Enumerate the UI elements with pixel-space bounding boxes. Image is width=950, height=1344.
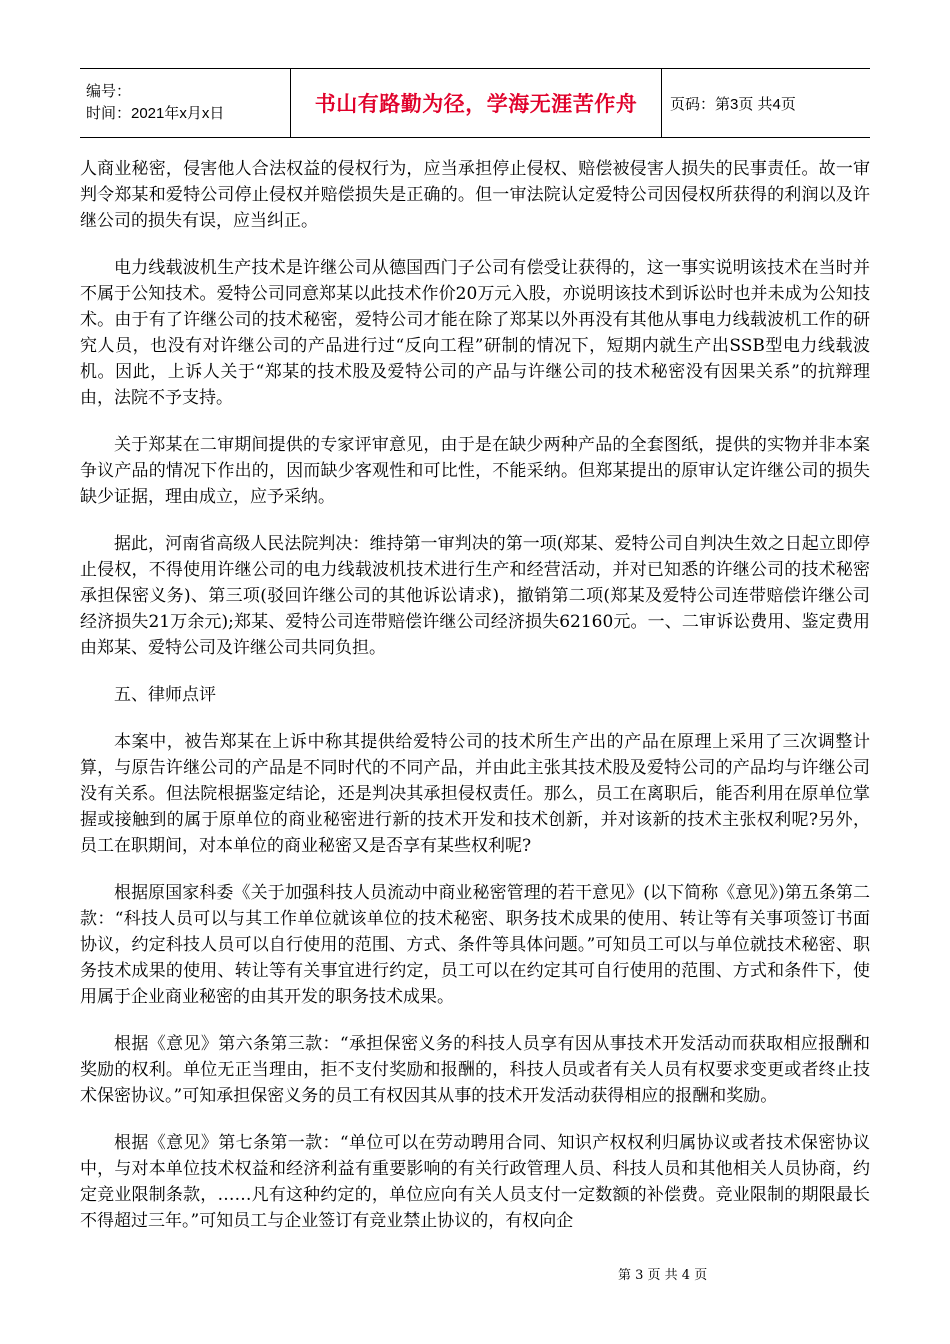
paragraph: 根据原国家科委《关于加强科技人员流动中商业秘密管理的若干意见》(以下简称《意见》)第五条第二款：“科技人员可以与其工作单位就该单位的技术秘密、职务技术成果的使用、转让等有关事项签订书面协议，约定科技人员可以自行使用的范围、方式、条件等具体问题。”可知员工可以与单位就技术秘密、职务技术成果的使用、转让等有关事宜进行约定，员工可以在约定其可自行使用的范围、方式和条件下，使用属于企业商业秘密的由其开发的职务技术成果。 — [80, 883, 870, 1007]
paragraph: 关于郑某在二审期间提供的专家评审意见，由于是在缺少两种产品的全套图纸，提供的实物并非本案争议产品的情况下作出的，因而缺少客观性和可比性，不能采纳。但郑某提出的原审认定许继公司的损失缺少证据，理由成立，应予采纳。 — [80, 435, 870, 507]
document-body — [80, 156, 870, 1255]
header-meta-cell — [80, 69, 290, 137]
paragraph: 根据《意见》第七条第一款：“单位可以在劳动聘用合同、知识产权权利归属协议或者技术保密协议中，与对本单位技术权益和经济利益有重要影响的有关行政管理人员、科技人员和其他相关人员协商，约定竞业限制条款，……凡有这种约定的，单位应向有关人员支付一定数额的补偿费。竞业限制的期限最长不得超过三年。”可知员工与企业签订有竞业禁止协议的，有权向企 — [80, 1133, 870, 1231]
paragraph: 据此，河南省高级人民法院判决：维持第一审判决的第一项(郑某、爱特公司自判决生效之日起立即停止侵权，不得使用许继公司的电力线载波机技术进行生产和经营活动，并对已知悉的许继公司的技术秘密承担保密义务)、第三项(驳回许继公司的其他诉讼请求)，撤销第二项(郑某及爱特公司连带赔偿许继公司经济损失21万余元);郑某、爱特公司连带赔偿许继公司经济损失62160元。一、二审诉讼费用、鉴定费用由郑某、爱特公司及许继公司共同负担。 — [80, 534, 870, 658]
paragraph: 人商业秘密，侵害他人合法权益的侵权行为，应当承担停止侵权、赔偿被侵害人损失的民事责任。故一审判令郑某和爱特公司停止侵权并赔偿损失是正确的。但一审法院认定爱特公司因侵权所获得的利润以及许继公司的损失有误，应当纠正。 — [80, 159, 870, 231]
header-page-cell — [662, 69, 870, 137]
header-page-info: 页码：第3页 共4页 — [670, 95, 796, 113]
paragraph: 本案中，被告郑某在上诉中称其提供给爱特公司的技术所生产出的产品在原理上采用了三次调整计算，与原告许继公司的产品是不同时代的不同产品，并由此主张其技术股及爱特公司的产品均与许继公司没有关系。但法院根据鉴定结论，还是判决其承担侵权责任。那么，员工在离职后，能否利用在原单位掌握或接触到的属于原单位的商业秘密进行新的技术开发和技术创新，并对该新的技术主张权利呢?另外，员工在职期间，对本单位的商业秘密又是否享有某些权利呢? — [80, 732, 870, 856]
paragraph: 电力线载波机生产技术是许继公司从德国西门子公司有偿受让获得的，这一事实说明该技术在当时并不属于公知技术。爱特公司同意郑某以此技术作价20万元入股，亦说明该技术到诉讼时也并未成为公知技术。由于有了许继公司的技术秘密，爱特公司才能在除了郑某以外再没有其他从事电力线载波机工作的研究人员，也没有对许继公司的产品进行过“反向工程”研制的情况下，短期内就生产出SSB型电力线载波机。因此，上诉人关于“郑某的技术股及爱特公司的产品与许继公司的技术秘密没有因果关系”的抗辩理由，法院不予支持。 — [80, 258, 870, 408]
header-motto-cell — [290, 69, 662, 137]
footer-page-number: 第 3 页 共 4 页 — [618, 1268, 708, 1283]
paragraph: 根据《意见》第六条第三款：“承担保密义务的科技人员享有因从事技术开发活动而获取相应报酬和奖励的权利。单位无正当理由，拒不支付奖励和报酬的，科技人员或者有关人员有权要求变更或者终止技术保密协议。”可知承担保密义务的员工有权因其从事的技术开发活动获得相应的报酬和奖励。 — [80, 1034, 870, 1106]
page-header — [80, 68, 870, 138]
document-number-label: 编号： — [86, 83, 132, 100]
section-heading: 五、律师点评 — [114, 685, 216, 705]
document-time-label: 时间：2021年x月x日 — [86, 105, 225, 122]
motto-text: 书山有路勤为径，学海无涯苦作舟 — [314, 92, 638, 116]
